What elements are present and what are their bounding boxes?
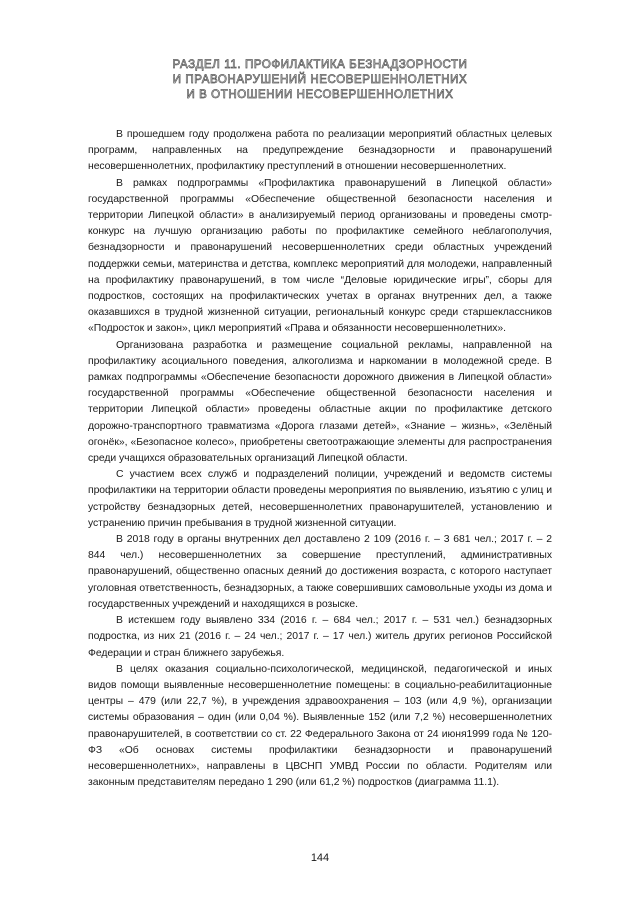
section-title-line-1: РАЗДЕЛ 11. ПРОФИЛАКТИКА БЕЗНАДЗОРНОСТИ [172, 59, 468, 71]
section-title [80, 58, 560, 103]
paragraph: С участием всех служб и подразделений полиции, учреждений и ведомств системы профилактики на территории области проведены мероприятия по выявлению, изъятию с улиц и устройству безнадзорных детей, несовершеннолетних правонарушителей, установлению и устранению причин пребывания в трудной жизненной ситуации. [88, 469, 552, 529]
body-text [88, 127, 552, 791]
paragraph: В целях оказания социально-психологической, медицинской, педагогической и иных видов помощи выявленные несовершеннолетние помещены: в социально-реабилитационные центры – 479 (или 22,7 %), в учреждения здравоохранения – 103 (или 4,9 %), организации системы образования – один (или 0,04 %). Выявленные 152 (или 7,2 %) несовершеннолетних правонарушителей, в соответствии со ст. 22 Федерального Закона от 24 июня1999 года № 120-ФЗ «Об основах системы профилактики безнадзорности и правонарушений несовершеннолетних», направлены в ЦВСНП УМВД России по области. Родителям или законным представителям передано 1 290 (или 61,2 %) подростков (диаграмма 11.1). [88, 663, 552, 789]
paragraph: В рамках подпрограммы «Профилактика правонарушений в Липецкой области» государственной программы «Обеспечение общественной безопасности населения и территории Липецкой области» в анализируемый период организованы и проведены смотр-конкурс на лучшую организацию работы по профилактике семейного неблагополучия, безнадзорности и правонарушений несовершеннолетних среди областных учреждений поддержки семьи, материнства и детства, комплекс мероприятий для молодежи, направленный на профилактику правонарушений, в том числе “Деловые юридические игры”, сборы для подростков, состоящих на профилактических учетах в органах внутренних дел, а также оказавшихся в трудной жизненной ситуации, региональный конкурс среди старшеклассников «Подросток и закон», цикл мероприятий «Права и обязанности несовершеннолетних». [88, 177, 552, 335]
section-title-line-2: И ПРАВОНАРУШЕНИЙ НЕСОВЕРШЕННОЛЕТНИХ [172, 74, 468, 86]
paragraph: В прошедшем году продолжена работа по реализации мероприятий областных целевых программ, направленных на предупреждение безнадзорности и правонарушений несовершеннолетних, профилактику преступлений в отношении несовершеннолетних. [88, 129, 552, 173]
paragraph: В 2018 году в органы внутренних дел доставлено 2 109 (2016 г. – 3 681 чел.; 2017 г. – 2 844 чел.) несовершеннолетних за совершение преступлений, административных правонарушений, общественно опасных деяний до достижения возраста, с которого наступает уголовная ответственность, безнадзорных, а также совершивших самовольные уходы из дома и государственных учреждений и находящихся в розыске. [88, 534, 552, 610]
page-number: 144 [310, 852, 330, 864]
section-title-line-3: И В ОТНОШЕНИИ НЕСОВЕРШЕННОЛЕТНИХ [186, 89, 454, 101]
paragraph: В истекшем году выявлено 334 (2016 г. – 684 чел.; 2017 г. – 531 чел.) безнадзорных подростка, из них 21 (2016 г. – 24 чел.; 2017 г. – 17 чел.) житель других регионов Российской Федерации и стран ближнего зарубежья. [88, 615, 552, 659]
paragraph: Организована разработка и размещение социальной рекламы, направленной на профилактику асоциального поведения, алкоголизма и наркомании в молодежной среде. В рамках подпрограммы «Обеспечение безопасности дорожного движения в Липецкой области» государственной программы «Обеспечение общественной безопасности населения и территории Липецкой области» проведены областные акции по профилактике детского дорожно-транспортного травматизма «Дорога глазами детей», «Знание – жизнь», «Зелёный огонёк», «Безопасное колесо», приобретены светоотражающие элементы для распространения среди учащихся образовательных организаций Липецкой области. [88, 339, 552, 465]
